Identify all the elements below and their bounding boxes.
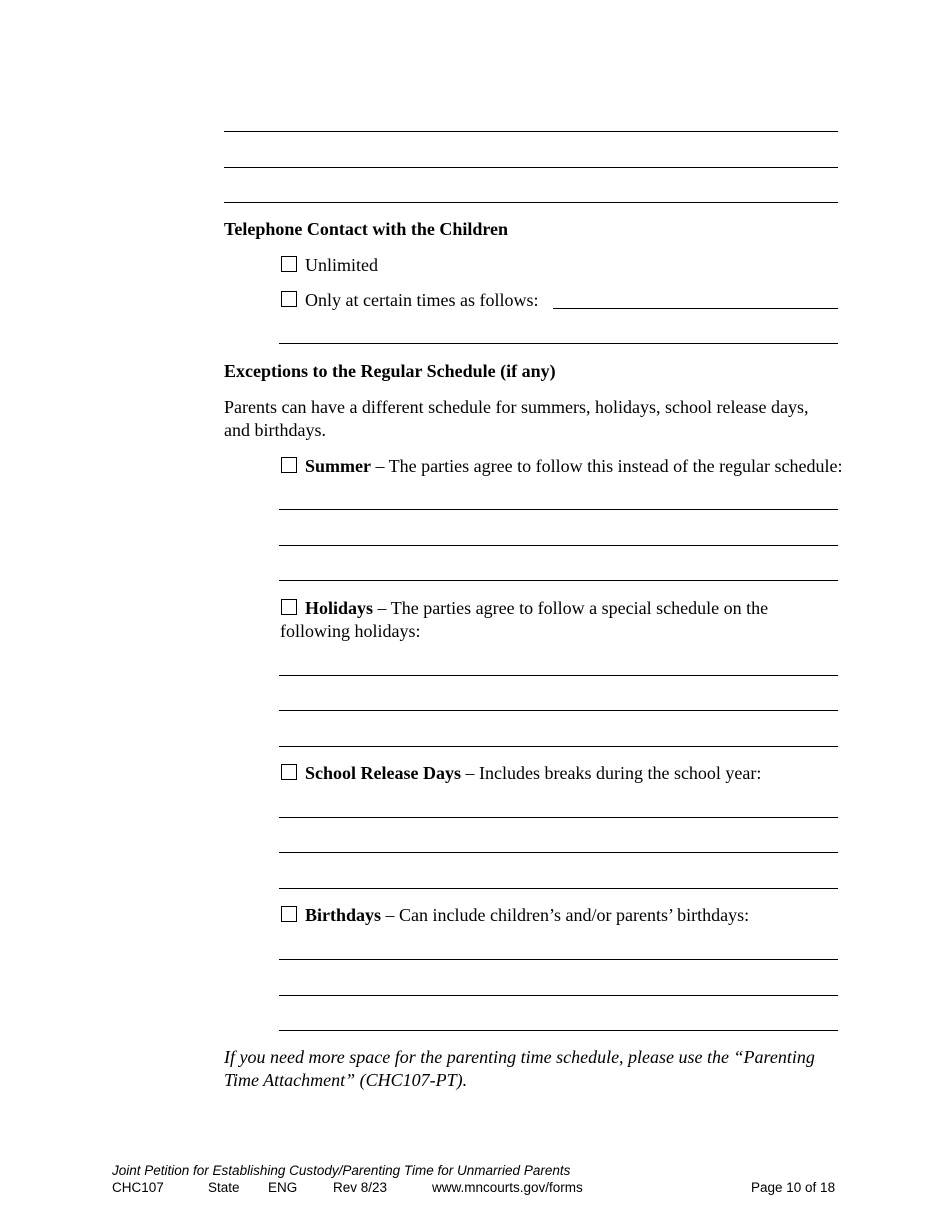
- unlimited-checkbox[interactable]: [281, 256, 297, 272]
- birthdays-desc: – Can include children’s and/or parents’ birthdays:: [381, 905, 750, 925]
- footer-title: Joint Petition for Establishing Custody/Parenting Time for Unmarried Parents: [112, 1163, 571, 1178]
- school-release-desc: – Includes breaks during the school year:: [461, 763, 762, 783]
- summer-label: [305, 455, 843, 478]
- holidays-field-line[interactable]: [279, 746, 838, 747]
- blank-line[interactable]: [224, 167, 838, 168]
- exceptions-heading: Exceptions to the Regular Schedule (if any): [224, 361, 556, 381]
- holidays-checkbox[interactable]: [281, 599, 297, 615]
- summer-field-line[interactable]: [279, 580, 838, 581]
- footer-revision: Rev 8/23: [333, 1180, 388, 1195]
- holidays-desc-line2: following holidays:: [280, 621, 421, 641]
- summer-field-line[interactable]: [279, 545, 838, 546]
- holidays-label: [305, 597, 768, 620]
- summer-checkbox[interactable]: [281, 457, 297, 473]
- school-release-label: [305, 762, 761, 785]
- certain-times-field-line2[interactable]: [279, 343, 838, 344]
- summer-field-line[interactable]: [279, 509, 838, 510]
- note-line2: Time Attachment” (CHC107-PT).: [224, 1070, 468, 1090]
- birthdays-label: [305, 904, 749, 927]
- footer-url[interactable]: www.mncourts.gov/forms: [432, 1180, 583, 1195]
- blank-line[interactable]: [224, 202, 838, 203]
- school-release-title: School Release Days: [305, 763, 461, 783]
- exceptions-intro-line2: and birthdays.: [224, 420, 326, 440]
- certain-times-checkbox[interactable]: [281, 291, 297, 307]
- birthdays-field-line[interactable]: [279, 995, 838, 996]
- holidays-field-line[interactable]: [279, 710, 838, 711]
- telephone-heading: Telephone Contact with the Children: [224, 219, 509, 239]
- footer-language: ENG: [268, 1180, 298, 1195]
- holidays-field-line[interactable]: [279, 675, 838, 676]
- school-release-field-line[interactable]: [279, 888, 838, 889]
- birthdays-checkbox[interactable]: [281, 906, 297, 922]
- birthdays-field-line[interactable]: [279, 959, 838, 960]
- school-release-field-line[interactable]: [279, 852, 838, 853]
- school-release-field-line[interactable]: [279, 817, 838, 818]
- footer-page-number: Page 10 of 18: [751, 1180, 836, 1195]
- birthdays-field-line[interactable]: [279, 1030, 838, 1031]
- birthdays-title: Birthdays: [305, 905, 382, 925]
- summer-title: Summer: [305, 456, 371, 476]
- certain-times-label: Only at certain times as follows:: [305, 290, 539, 310]
- summer-desc: – The parties agree to follow this instead of the regular schedule:: [371, 456, 843, 476]
- school-release-checkbox[interactable]: [281, 764, 297, 780]
- blank-line[interactable]: [224, 131, 838, 132]
- holidays-desc: – The parties agree to follow a special schedule on the: [373, 598, 769, 618]
- holidays-title: Holidays: [305, 598, 374, 618]
- note-line1: If you need more space for the parenting time schedule, please use the “Parenting: [224, 1047, 815, 1067]
- unlimited-label: Unlimited: [305, 255, 378, 275]
- certain-times-field[interactable]: [553, 308, 838, 309]
- footer-form-id: CHC107: [112, 1180, 164, 1195]
- exceptions-intro-line1: Parents can have a different schedule for summers, holidays, school release days,: [224, 397, 809, 417]
- footer-jurisdiction: State: [208, 1180, 240, 1195]
